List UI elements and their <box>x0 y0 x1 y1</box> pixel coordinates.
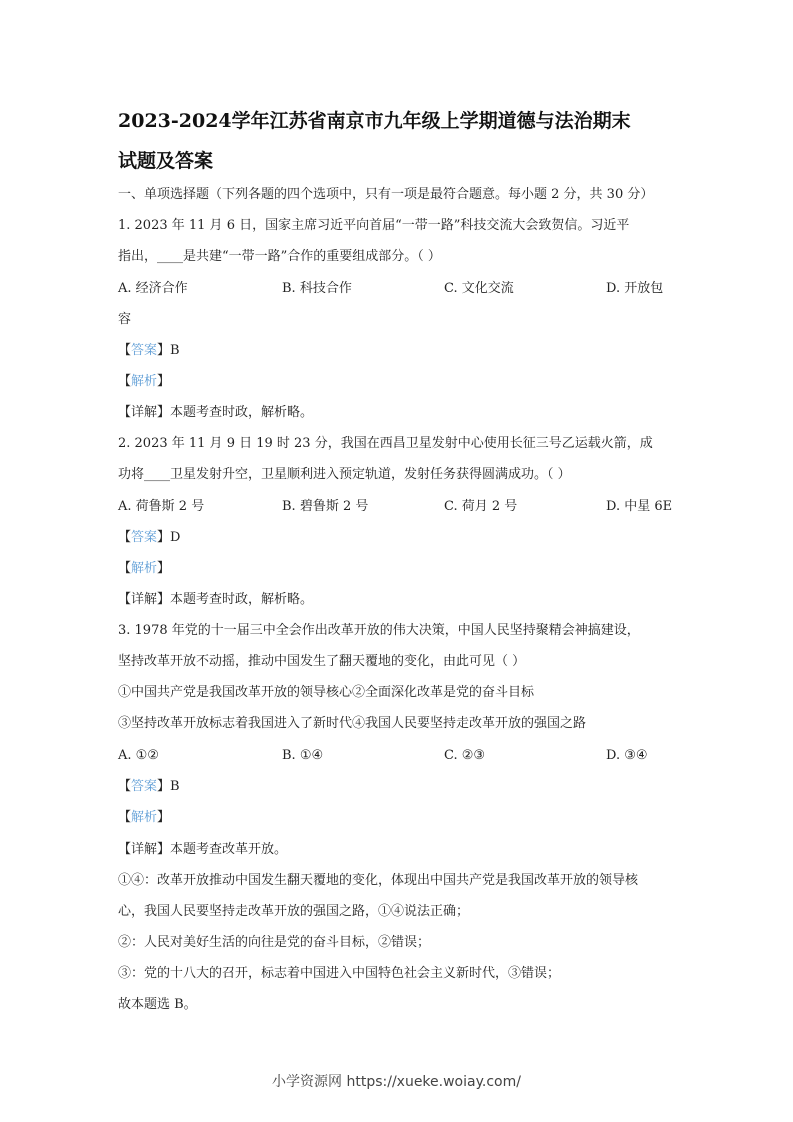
footer-watermark: 小学资源网 https://xueke.woiay.com/ <box>272 1074 521 1090</box>
section-heading: 一、单项选择题（下列各题的四个选项中，只有一项是最符合题意。每小题 2 分，共 30 分） <box>118 187 654 202</box>
q3-stem-2: 坚持改革开放不动摇，推动中国发生了翻天覆地的变化，由此可见（ ） <box>118 654 526 669</box>
q2-option-d: D. 中星 6E <box>606 499 673 514</box>
doc-title-line2: 试题及答案 <box>118 150 214 172</box>
q3-answer-value: B <box>170 779 180 794</box>
q3-explanation-1: ①④：改革开放推动中国发生翻天覆地的变化，体现出中国共产党是我国改革开放的领导核 <box>118 873 639 888</box>
q3-option-a: A. ①② <box>118 748 159 763</box>
q2-option-a: A. 荷鲁斯 2 号 <box>118 499 205 514</box>
q3-explanation-3: ②：人民对美好生活的向往是党的奋斗目标，②错误； <box>118 935 431 950</box>
q1-option-c: C. 文化交流 <box>444 281 514 296</box>
q1-answer: 【答案】B <box>118 343 180 358</box>
q1-detail-text: 本题考查时政，解析略。 <box>170 405 314 420</box>
detail-label: 【详解】 <box>118 405 171 420</box>
q1-stem-2: 指出，____是共建“一带一路”合作的重要组成部分。（ ） <box>118 249 441 264</box>
q1-option-wrap: 容 <box>118 312 132 327</box>
answer-label: 答案 <box>131 530 158 545</box>
detail-label: 【详解】 <box>118 592 171 607</box>
answer-label: 答案 <box>131 343 158 358</box>
q2-detail <box>118 592 313 608</box>
q2-option-c: C. 荷月 2 号 <box>444 499 518 514</box>
q3-answer: 【答案】B <box>118 779 180 794</box>
q2-option-b: B. 碧鲁斯 2 号 <box>282 499 369 514</box>
q3-option-c: C. ②③ <box>444 748 486 763</box>
q3-stem-4: ③坚持改革开放标志着我国进入了新时代④我国人民要坚持走改革开放的强国之路 <box>118 716 587 731</box>
q1-option-a: A. 经济合作 <box>118 281 188 296</box>
q1-analysis: 【解析】 <box>118 374 171 389</box>
q1-detail <box>118 405 313 421</box>
q2-stem-2: 功将____卫星发射升空，卫星顺利进入预定轨道，发射任务获得圆满成功。（ ） <box>118 467 571 482</box>
q3-explanation-5: 故本题选 B。 <box>118 997 197 1012</box>
q3-explanation-2: 心，我国人民要坚持走改革开放的强国之路，①④说法正确； <box>118 904 470 919</box>
q3-option-b: B. ①④ <box>282 748 324 763</box>
analysis-label: 解析 <box>131 374 158 389</box>
q3-detail <box>118 842 287 858</box>
doc-title-line1: 2023-2024学年江苏省南京市九年级上学期道德与法治期末 <box>118 110 631 132</box>
q3-analysis: 【解析】 <box>118 810 171 825</box>
detail-label: 【详解】 <box>118 842 171 857</box>
q3-stem-3: ①中国共产党是我国改革开放的领导核心②全面深化改革是党的奋斗目标 <box>118 685 535 700</box>
q2-analysis: 【解析】 <box>118 561 171 576</box>
q3-option-d: D. ③④ <box>606 748 648 763</box>
q2-detail-text: 本题考查时政，解析略。 <box>170 592 314 607</box>
q2-answer: 【答案】D <box>118 530 181 545</box>
q1-option-b: B. 科技合作 <box>282 281 352 296</box>
analysis-label: 解析 <box>131 810 158 825</box>
q2-stem-1: 2. 2023 年 11 月 9 日 19 时 23 分，我国在西昌卫星发射中心使用长征三号乙运载火箭，成 <box>118 436 653 451</box>
q3-stem-1: 3. 1978 年党的十一届三中全会作出改革开放的伟大决策，中国人民坚持聚精会神搞建设， <box>118 623 640 638</box>
q2-answer-value: D <box>170 530 181 545</box>
q3-explanation-4: ③：党的十八大的召开，标志着中国进入中国特色社会主义新时代，③错误； <box>118 966 561 981</box>
q1-answer-value: B <box>170 343 180 358</box>
q3-detail-text: 本题考查改革开放。 <box>170 842 288 857</box>
analysis-label: 解析 <box>131 561 158 576</box>
q1-option-d: D. 开放包 <box>606 281 664 296</box>
q1-stem-1: 1. 2023 年 11 月 6 日，国家主席习近平向首届“一带一路”科技交流大会致贺信。习近平 <box>118 218 630 233</box>
answer-label: 答案 <box>131 779 158 794</box>
